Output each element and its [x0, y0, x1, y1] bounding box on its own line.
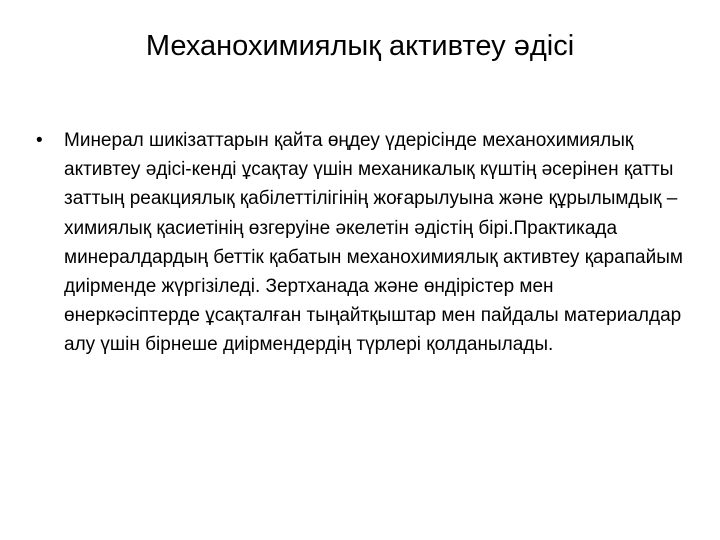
slide-body — [36, 126, 686, 360]
bullet-item — [36, 126, 686, 360]
bullet-marker: • — [36, 130, 43, 151]
slide-title: Механохимиялық активтеу әдісі — [145, 30, 575, 62]
bullet-text: Минерал шикізаттарын қайта өңдеу үдерісінде механохимиялық активтеу әдісі-кенді ұсақтау үшін механикалық күштің әсерінен қатты заттың реакциялық қабілеттілігінің жоғарылуына және құрылымдық –химиялық қасиетінің өзгеруіне әкелетін әдістің бірі.Практикада минералдардың беттік қабатын механохимиялық активтеу қарапайым диірменде жүргізіледі. Зертханада және өндірістер мен өнеркәсіптерде ұсақталған тыңайтқыштар мен пайдалы материалдар алу үшін бірнеше диірмендердің түрлері қолданылады. — [64, 130, 683, 356]
